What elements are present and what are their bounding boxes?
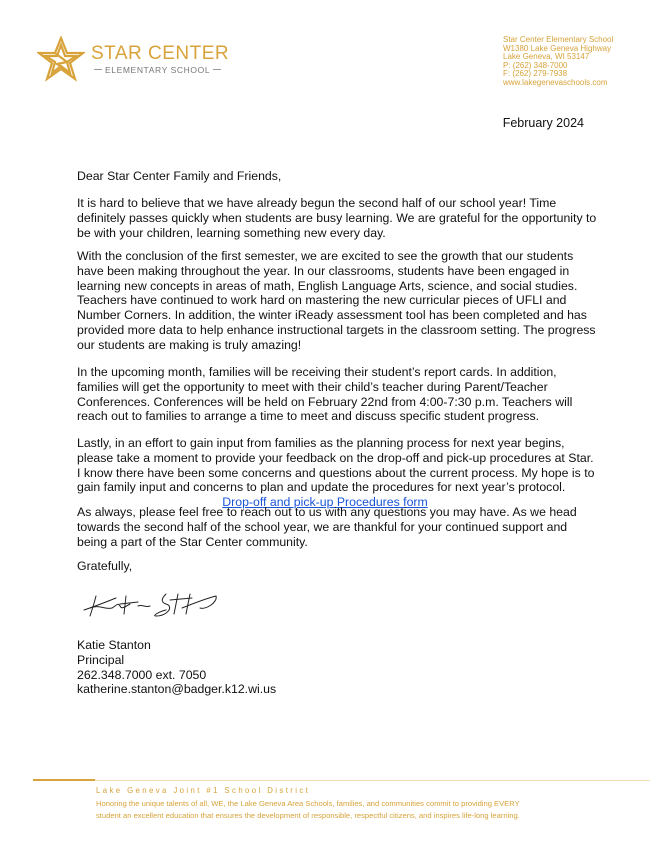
website-line: www.lakegenevaschools.com [503, 77, 608, 87]
text-line: families will get the opportunity to meet with their child’s teacher during Parent/Teacher [77, 379, 548, 394]
footer-divider-accent [33, 779, 95, 781]
procedures-form-link[interactable]: Drop-off and pick-up Procedures form [222, 495, 428, 510]
star-logo-icon [37, 36, 85, 82]
school-address-block [503, 36, 613, 88]
text-line: Teachers have continued to work hard on mastering the new curricular pieces of UFLI and [77, 293, 567, 308]
closing: Gratefully, [77, 559, 133, 573]
signer-phone: 262.348.7000 ext. 7050 [77, 667, 207, 682]
address-line: Star Center Elementary School [503, 35, 614, 44]
district-name: Lake Geneva Joint #1 School District [96, 786, 311, 795]
text-line: With the conclusion of the first semester, we are excited to see the growth that our students [77, 249, 574, 263]
text-line: As always, please feel free to reach out to us with any questions you may have. As we head [77, 505, 577, 519]
paragraph-5 [77, 505, 597, 549]
text-line: provided more data to help enhance instructional targets in the classroom setting. The progress [77, 322, 596, 337]
logo-name: STAR CENTER [91, 42, 230, 64]
text-line: have been making throughout the year. In our classrooms, students have been engaged in [77, 263, 570, 278]
text-line: Number Corners. In addition, the winter iReady assessment tool has been completed and has [77, 308, 587, 323]
logo-subtitle: ELEMENTARY SCHOOL [91, 65, 229, 75]
text-line: learning new concepts in areas of math, English Language Arts, science, and social studies. [77, 278, 578, 293]
text-line: being a part of the Star Center community. [77, 534, 308, 549]
mission-line: student an excellent education that ensures the development of responsible, respectful citizens, and inspires life-long learning. [96, 811, 520, 820]
text-line: Lastly, in an effort to gain input from families as the planning process for next year begins, [77, 436, 565, 450]
text-line: please take a moment to provide your feedback on the drop-off and pick-up procedures at Star. [77, 450, 594, 465]
text-line: our students are making is truly amazing! [77, 337, 302, 352]
text-line: gain family input and concerns to plan and update the procedures for next year’s protocol. [77, 480, 566, 495]
text-line: In the upcoming month, families will be receiving their student’s report cards. In addition, [77, 365, 557, 379]
text-line: towards the second half of the school year, we are thankful for your continued support and [77, 519, 568, 534]
text-line: be with your children, learning something new every day. [77, 225, 386, 240]
salutation: Dear Star Center Family and Friends, [77, 169, 282, 183]
paragraph-4 [77, 436, 597, 510]
text-line: definitely passes quickly when students are busy learning. We are grateful for the opportunity to [77, 210, 597, 225]
footer [96, 785, 520, 823]
text-line: Conferences. Conferences will be held on February 22nd from 4:00-7:30 p.m. Teachers will [77, 394, 573, 409]
fax-line: F: (262) 279-7938 [503, 69, 568, 79]
phone-line: P: (262) 348-7000 [503, 60, 568, 70]
address-line: Lake Geneva, WI 53147 [503, 52, 590, 62]
text-line: reach out to families to arrange a time to meet and discuss specific student progress. [77, 409, 540, 424]
signature [82, 588, 222, 620]
signer-title: Principal [77, 652, 125, 667]
signer-name: Katie Stanton [77, 638, 151, 652]
address-line: W1380 Lake Geneva Highway [503, 43, 612, 53]
signer-block [77, 638, 597, 697]
paragraph-2 [77, 249, 597, 353]
footer-divider [33, 780, 650, 781]
paragraph-3 [77, 365, 597, 424]
text-line: I know there have been some concerns and questions about the current process. My hope is to [77, 465, 595, 480]
school-logo [37, 36, 229, 82]
mission-line: Honoring the unique talents of all, WE, the Lake Geneva Area Schools, families, and communities commit to providing EVERY [96, 798, 520, 808]
letter-date: February 2024 [502, 116, 584, 130]
text-line: It is hard to believe that we have already begun the second half of our school year! Time [77, 196, 557, 210]
paragraph-1 [77, 196, 597, 240]
signer-email[interactable]: katherine.stanton@badger.k12.wi.us [77, 682, 277, 697]
